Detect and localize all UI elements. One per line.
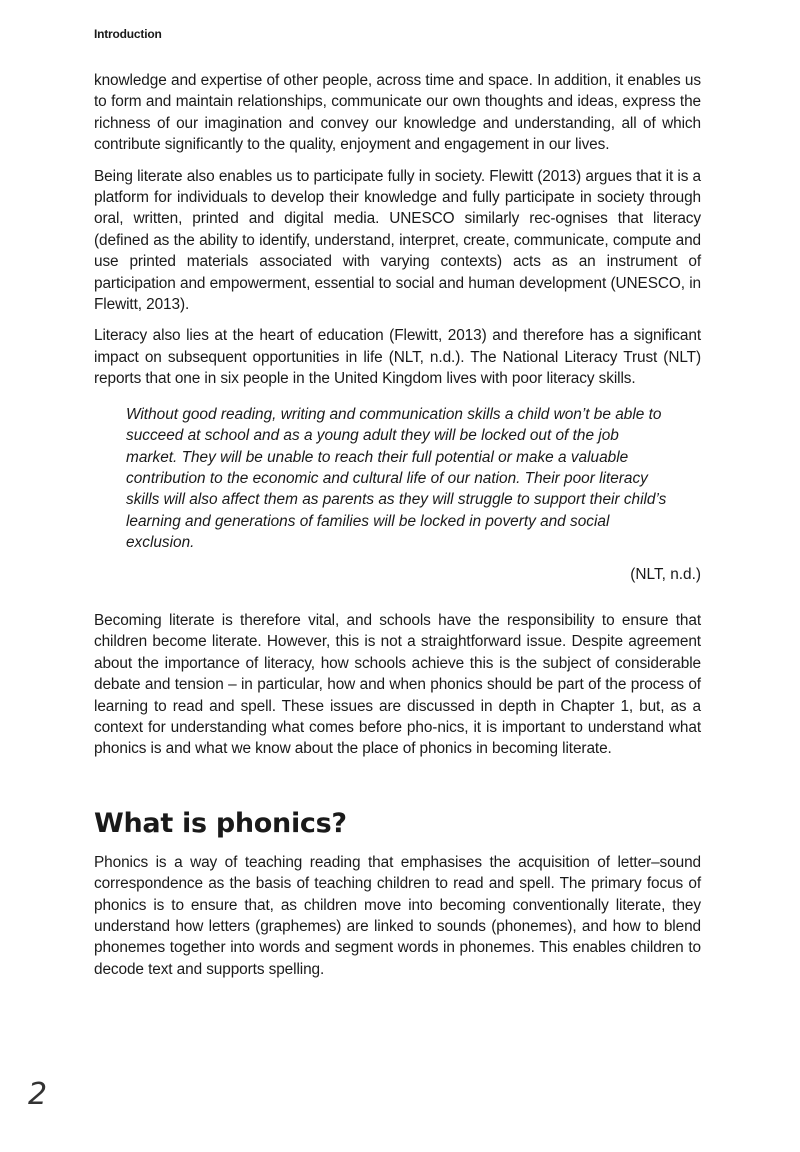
block-quote: Without good reading, writing and communication skills a child won’t be able to succeed at school and as a young adult they will be locked out of the job market. They will be unable to reach their full potential or make a valuable contribution to the economic and cultural life of our nation. Their poor literacy skills will also affect them as parents as they will struggle to support their child’s learning and generations of families will be locked in poverty and social exclusion. [126, 405, 667, 552]
body-paragraph: knowledge and expertise of other people, across time and space. In addition, it enables us to form and maintain relationships, communicate our own thoughts and ideas, express the richness of our imagination and convey our knowledge and understanding, all of which contribute significantly to the quality, enjoyment and engagement in our lives. [94, 72, 701, 154]
body-paragraph: Becoming literate is therefore vital, and schools have the responsibility to ensure that children become literate. However, this is not a straightforward issue. Despite agreement about the importance of literacy, how schools achieve this is the subject of considerable debate and tension – in particular, how and when phonics should be part of the process of learning to read and spell. These issues are discussed in depth in Chapter 1, but, as a context for understanding what comes before pho-nics, it is important to understand what phonics is and what we know about the place of phonics in becoming literate. [94, 611, 701, 758]
page-number: 2 [28, 1077, 48, 1112]
body-paragraph: Literacy also lies at the heart of education (Flewitt, 2013) and therefore has a significant impact on subsequent opportunities in life (NLT, n.d.). The National Literacy Trust (NLT) reports that one in six people in the United Kingdom lives with poor literacy skills. [94, 327, 701, 388]
body-paragraph: Phonics is a way of teaching reading that emphasises the acquisition of letter–sound correspondence as the basis of teaching children to read and spell. The primary focus of phonics is to ensure that, as children move into becoming conventionally literate, they understand how letters (graphemes) are linked to sounds (phonemes), and how to blend phonemes together into words and segment words in phonemes. This enables children to decode text and supports spelling. [94, 853, 701, 978]
page-content [94, 70, 701, 990]
body-paragraph: Being literate also enables us to participate fully in society. Flewitt (2013) argues that it is a platform for individuals to develop their knowledge and fully participate in society through oral, written, printed and digital media. UNESCO similarly rec-ognises that literacy (defined as the ability to identify, understand, interpret, create, communicate, compute and use printed materials associated with varying contexts) acts as an instrument of participation and empowerment, essential to social and human development (UNESCO, in Flewitt, 2013). [94, 167, 701, 314]
section-heading: What is phonics? [94, 807, 347, 839]
running-head: Introduction [94, 27, 162, 41]
quote-citation: (NLT, n.d.) [630, 565, 701, 583]
